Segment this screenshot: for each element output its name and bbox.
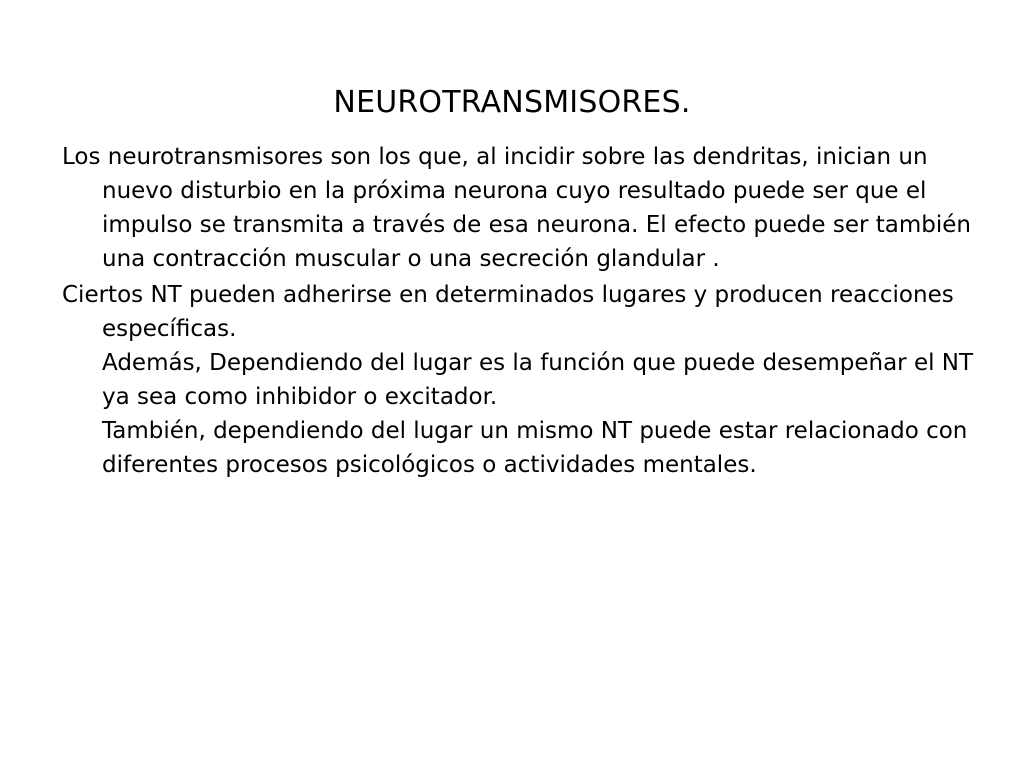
paragraph-text: Ciertos NT pueden adherirse en determinados lugares y producen reacciones específicas.	[62, 282, 954, 342]
paragraph-continuation-ademas: Además, Dependiendo del lugar es la función que puede desempeñar el NT ya sea como inhibidor o excitador.	[102, 350, 974, 410]
slide-body	[62, 140, 982, 482]
paragraph-nt-lugares	[62, 278, 982, 482]
paragraph-continuation-tambien: También, dependiendo del lugar un mismo NT puede estar relacionado con diferentes procesos psicológicos o actividades mentales.	[102, 418, 968, 478]
paragraph-neurotransmisores-definicion	[62, 140, 982, 276]
paragraph-text: Los neurotransmisores son los que, al incidir sobre las dendritas, inician un nuevo disturbio en la próxima neurona cuyo resultado puede ser que el impulso se transmita a través de esa neurona. El efecto puede ser también una contracción muscular o una secreción glandular .	[62, 144, 971, 272]
slide-title: NEUROTRANSMISORES.	[333, 85, 691, 120]
